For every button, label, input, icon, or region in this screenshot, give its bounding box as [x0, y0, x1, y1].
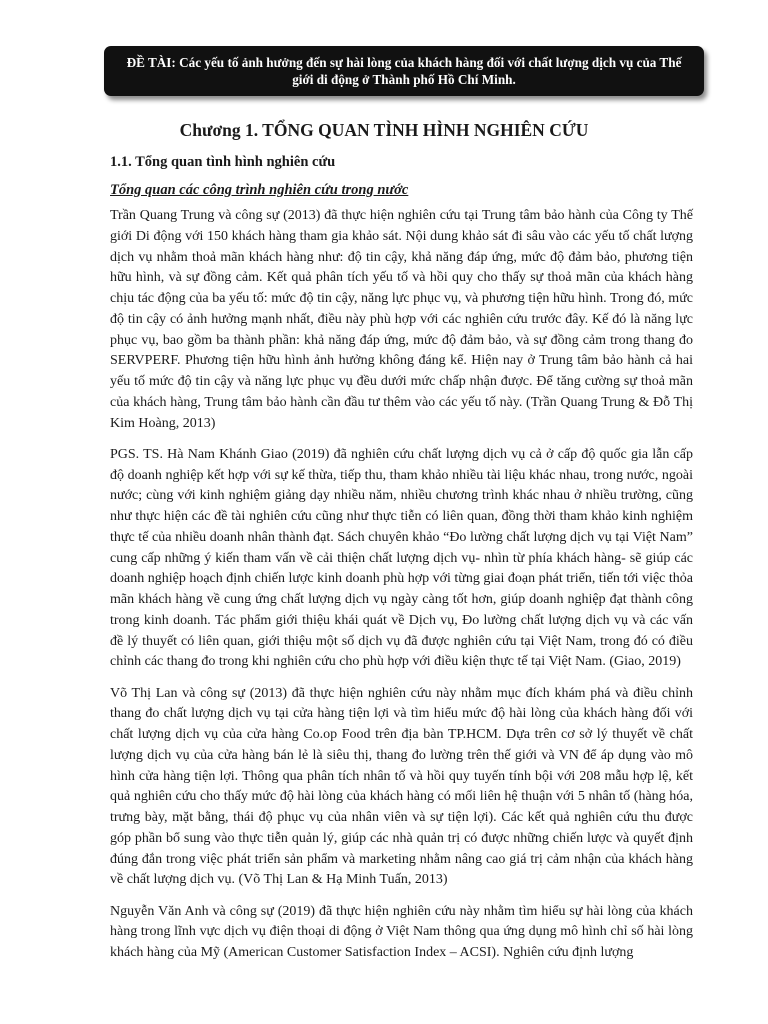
topic-banner [104, 46, 704, 96]
body-text [110, 206, 693, 974]
chapter-heading: Chương 1. TỔNG QUAN TÌNH HÌNH NGHIÊN CỨU [179, 120, 589, 140]
paragraph: Nguyễn Văn Anh và công sự (2019) đã thực hiện nghiên cứu này nhằm tìm hiểu sự hài lòng của khách hàng trong lĩnh vực dịch vụ điện thoại di động ở Việt Nam thông qua ứng dụng mô hình chỉ số hài lòng khách hàng của Mỹ (American Customer Satisfaction Index – ACSI). Nghiên cứu định lượng [110, 903, 693, 960]
section-heading: 1.1. Tổng quan tình hình nghiên cứu [110, 154, 336, 170]
paragraph: Võ Thị Lan và công sự (2013) đã thực hiện nghiên cứu này nhằm mục đích khám phá và điều chỉnh thang đo chất lượng dịch vụ tại cửa hàng tiện lợi và tìm hiểu mức độ hài lòng của khách hàng đối với chất lượng dịch vụ của cửa hàng Co.op Food trên địa bàn TP.HCM. Dựa trên cơ sở lý thuyết về chất lượng dịch vụ của cửa hàng bán lẻ là siêu thị, thang đo lường trên thế giới và VN để áp dụng vào mô hình cửa hàng tiện lợi. Thông qua phân tích nhân tố và hồi quy tuyến tính bội với 208 mẫu hợp lệ, kết quả nghiên cứu cho thấy mức độ hài lòng của khách hàng có mối liên hệ thuận với 5 nhân tố (hàng hóa, trưng bày, mặt bằng, thái độ phục vụ của nhân viên và sự tiện lợi). Các kết quả nghiên cứu thu được góp phần bổ sung vào thực tiễn quản lý, giúp các nhà quản trị có được những chiến lược và quyết định đúng đắn trong việc phát triển sản phẩm và marketing nhằm nâng cao giá trị cảm nhận của khách hàng về chất lượng dịch vụ. (Võ Thị Lan & Hạ Minh Tuấn, 2013) [110, 685, 693, 888]
paragraph: PGS. TS. Hà Nam Khánh Giao (2019) đã nghiên cứu chất lượng dịch vụ cả ở cấp độ quốc gia lẫn cấp độ doanh nghiệp kết hợp với sự kế thừa, tiếp thu, tham khảo nhiều tài liệu khác nhau, trong nước, ngoài nước; cùng với kinh nghiệm giảng dạy nhiều năm, nhiều chương trình khác nhau ở nhiều trường, cũng như thực hiện các đề tài nghiên cứu cũng như thực tiễn có liên quan, đồng thời tham khảo kinh nghiệm thực tế của nhiều doanh nhân thành đạt. Sách chuyên khảo “Đo lường chất lượng dịch vụ tại Việt Nam” cung cấp những ý kiến tham vấn về cải thiện chất lượng dịch vụ- nhìn từ phía khách hàng- sẽ giúp các doanh nghiệp hoạch định chiến lược kinh doanh phù hợp với từng giai đoạn phát triển, tiến tới việc thỏa mãn khách hàng về cung ứng chất lượng dịch vụ ngày càng tốt hơn, giúp doanh nghiệp đạt thành công trong kinh doanh. Tác phẩm giới thiệu khái quát về Dịch vụ, Đo lường chất lượng dịch vụ và các vấn đề lý thuyết có liên quan, giới thiệu một số dịch vụ đã được nghiên cứu tại Việt Nam, trong đó có điều chỉnh các thang đo trong khi nghiên cứu cho phù hợp với điều kiện thực tế tại Việt Nam. (Giao, 2019) [110, 446, 693, 670]
paragraph: Trần Quang Trung và công sự (2013) đã thực hiện nghiên cứu tại Trung tâm bảo hành của Công ty Thế giới Di động với 150 khách hàng tham gia khảo sát. Nội dung khảo sát đi sâu vào các yếu tố chất lượng dịch vụ nhằm thoả mãn khách hàng như: độ tin cậy, khả năng đáp ứng, mức độ đảm bảo, phương tiện hữu hình, và sự đồng cảm. Kết quả phân tích yếu tố và hồi quy cho thấy sự thoả mãn của khách hàng chịu tác động của ba yếu tố: mức độ tin cậy, năng lực phục vụ, và phương tiện hữu hình. Trong đó, mức độ tin cậy có ảnh hưởng mạnh nhất, điều này phù hợp với các nghiên cứu trước đây. Kế đó là năng lực phục vụ, bao gồm ba thành phần: khả năng đáp ứng, mức độ đảm bảo, và sự đồng cảm trong thang đo SERVPERF. Phương tiện hữu hình ảnh hưởng không đáng kể. Hiện nay ở Trung tâm bảo hành cả hai yếu tố mức độ tin cậy và năng lực phục vụ đều dưới mức chấp nhận được. Để tăng cường sự thoả mãn của khách hàng, Trung tâm bảo hành cần đầu tư thêm vào các yếu tố này. (Trần Quang Trung & Đỗ Thị Kim Hoàng, 2013) [110, 208, 693, 431]
topic-title: ĐỀ TÀI: Các yếu tố ảnh hưởng đến sự hài lòng của khách hàng đối với chất lượng dịch vụ của Thế giới di động ở Thành phố Hồ Chí Minh. [126, 55, 682, 87]
subsection-heading: Tổng quan các công trình nghiên cứu trong nước [110, 182, 409, 198]
